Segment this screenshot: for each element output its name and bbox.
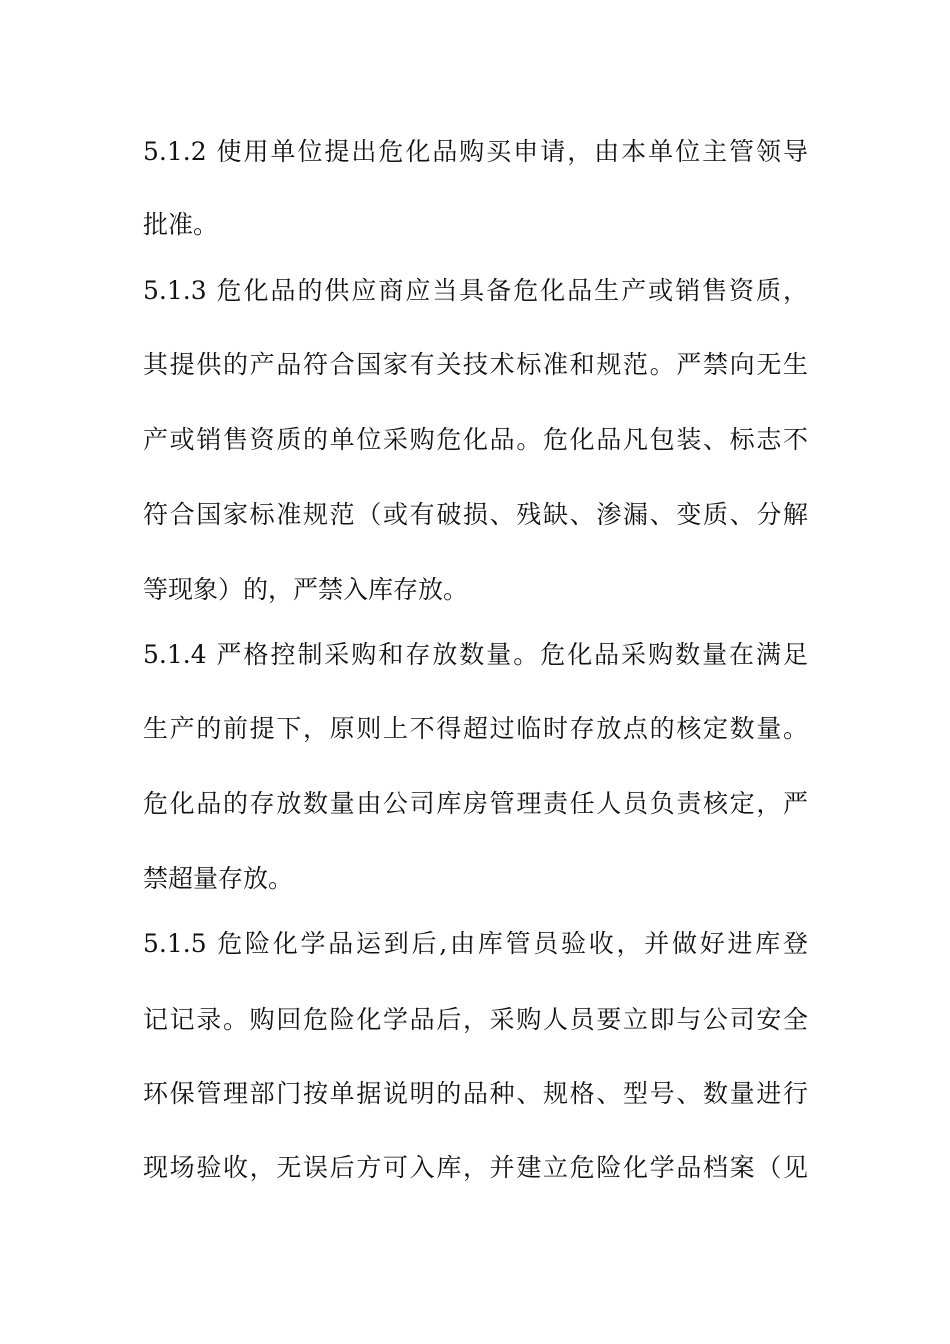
text-line-5-1-4: 5.1.4 严格控制采购和存放数量。危化品采购数量在满足 <box>143 640 808 669</box>
text-line-5-1-5: 5.1.5 危险化学品运到后,由库管员验收，并做好进库登 <box>143 929 808 958</box>
text-line: 记记录。购回危险化学品后，采购人员要立即与公司安全 <box>143 1005 808 1034</box>
text-line-5-1-3: 5.1.3 危化品的供应商应当具备危化品生产或销售资质， <box>143 276 808 305</box>
text-line-5-1-2: 5.1.2 使用单位提出危化品购买申请，由本单位主管领导 <box>143 137 808 166</box>
text-line: 批准。 <box>143 210 219 239</box>
text-line: 其提供的产品符合国家有关技术标准和规范。严禁向无生 <box>143 350 808 379</box>
text-line: 环保管理部门按单据说明的品种、规格、型号、数量进行 <box>143 1079 808 1108</box>
text-line: 等现象）的，严禁入库存放。 <box>143 575 469 604</box>
text-line: 产或销售资质的单位采购危化品。危化品凡包装、标志不 <box>143 425 808 454</box>
text-line: 现场验收，无误后方可入库，并建立危险化学品档案（见 <box>143 1153 808 1182</box>
text-line: 禁超量存放。 <box>143 864 294 893</box>
text-line: 危化品的存放数量由公司库房管理责任人员负责核定，严 <box>143 789 808 818</box>
text-line: 生产的前提下，原则上不得超过临时存放点的核定数量。 <box>143 714 808 743</box>
text-line: 符合国家标准规范（或有破损、残缺、渗漏、变质、分解 <box>143 500 808 529</box>
